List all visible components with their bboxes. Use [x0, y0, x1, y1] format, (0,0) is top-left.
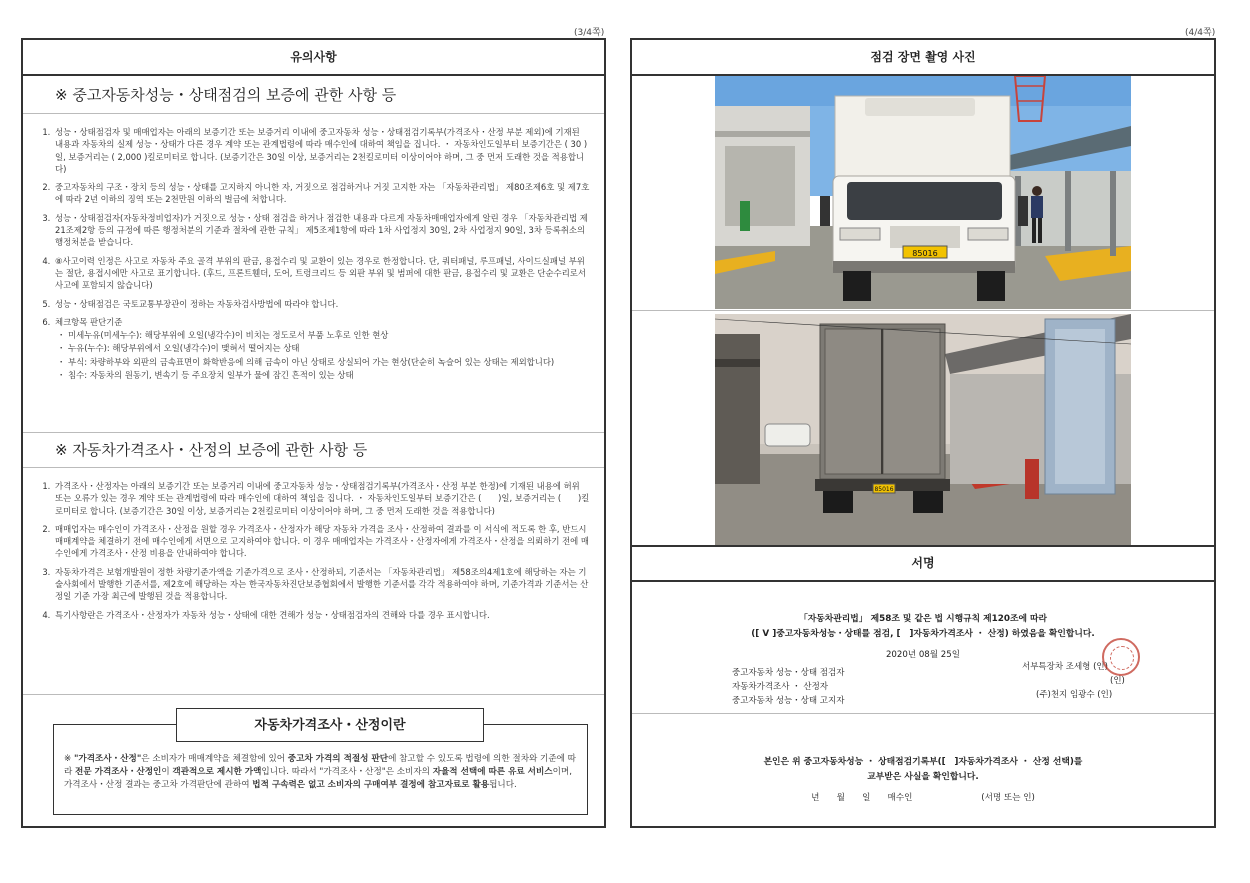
signature-row-notifier	[732, 688, 1154, 707]
criteria-item: ・ 침수: 자동차의 원동기, 변속기 등 주요장치 일부가 물에 잠긴 흔적이 있는 상태	[57, 370, 354, 381]
notice-text-bold: 법적 구속력은 없고 소비자의 구매여부 결정에 참고자료로 활용	[252, 780, 490, 790]
signature-date: 2020년 08월 25일	[885, 650, 961, 660]
criteria-item: ・ 누유(누수): 해당부위에서 오일(냉각수)이 맺혀서 떨어지는 상태	[57, 343, 300, 354]
price-section-title: ※ 자동차가격조사・산정의 보증에 관한 사항 등	[23, 432, 604, 468]
front-plate-text: 85016	[912, 249, 938, 258]
receipt-line1: 본인은 위 중고자동차성능 ・ 상태점검기록부([ ]자동차가격조사 ・ 산정 선택)를	[763, 757, 1083, 767]
notifier-value: (주)천지 임광수 (인)	[1036, 690, 1113, 700]
inspection-photo-rear	[715, 314, 1131, 545]
photo-header: 점검 장면 촬영 사진	[632, 40, 1214, 76]
inspector-value: 서부특장차 조세형 (인)	[1022, 662, 1108, 672]
price-list	[23, 480, 604, 627]
warranty-item: 5. 성능・상태점검은 국토교통부장관이 정하는 자동차검사방법에 따라야 합니다.	[53, 298, 590, 310]
criteria-label: 체크항목 판단기준	[55, 316, 123, 327]
signature-law-line1: 「자동차관리법」 제58조 및 같은 법 시행규칙 제120조에 따라	[798, 614, 1048, 624]
photo-panel	[630, 38, 1216, 548]
signature-panel	[630, 545, 1216, 828]
appraiser-value: (인)	[1110, 676, 1125, 686]
buyer-sign-line: 년 월 일 매수인 (서명 또는 인)	[811, 793, 1035, 803]
warranty-item: 3. 성능・상태점검자(자동차정비업자)가 거짓으로 성능・상태 점검을 하거나 점검한 내용과 다르게 자동차매매업자에게 알린 경우 「자동차관리법 제21조제2항 등의 규정에 따른 행정처분의 기준과 절차에 관한 규칙」 제5조제1항에 따라 1차 사업정지 30일, 2차 사업정지 90일, 3차 등록취소의 행정처분을 받습니다.	[53, 212, 590, 249]
warranty-section-title: ※ 중고자동차성능・상태점검의 보증에 관한 사항 등	[23, 76, 604, 114]
inspector-label: 중고자동차 성능・상태 점검자	[732, 668, 845, 678]
price-item: 1. 가격조사・산정자는 아래의 보증기간 또는 보증거리 이내에 중고자동차 성능・상태점검기록부(가격조사・산정 부분 한정)에 기재된 내용에 허위 또는 오류가 있는 경우 계약 또는 관계법령에 따라 매수인에 대하여 책임을 집니다. ・ 자동차인도일부터 보증기간은 ( )일, 보증거리는 ( )킬로미터로 합니다. (보증기간은 30일 이상, 보증거리는 2천킬로미터 이상이어야 하며, 그 중 먼저 도래한 것을 적용합니다)	[53, 480, 590, 517]
signature-law-line2: ([ V ]중고자동차성능・상태를 점검, [ ]자동차가격조사 ・ 산정) 하였음을 확인합니다.	[751, 629, 1095, 639]
notice-text-part: 이	[161, 767, 173, 777]
rear-plate-text: 85016	[874, 486, 894, 493]
notice-panel	[21, 38, 606, 828]
notice-text-bold: 자율적 선택에 따른 유료 서비스	[432, 767, 553, 777]
notice-text-part: 됩니다.	[489, 780, 517, 790]
price-item: 3. 자동차가격은 보험개발원이 정한 차량기준가액을 기준가격으로 조사・산정하되, 기준서는 「자동차관리법」 제58조의4제1호에 해당하는 자는 기술사회에서 발행한 기준서를, 제2호에 해당하는 자는 한국자동차진단보증협회에서 발행한 기준서를 각각 적용하여야 하며, 기준가격과 기준서는 산정일 기준 가장 최근에 발행된 것을 적용합니다.	[53, 566, 590, 603]
notice-text-part: ※	[64, 754, 74, 764]
notice-text-bold: 전문 가격조사・산정인	[75, 767, 162, 777]
inspection-photo-front	[715, 76, 1131, 309]
receipt-line2: 교부받은 사실을 확인합니다.	[867, 772, 979, 782]
appraiser-label: 자동차가격조사 ・ 산정자	[732, 682, 829, 692]
warranty-list	[23, 126, 604, 381]
price-notice-text	[64, 753, 577, 792]
warranty-item: 2. 중고자동차의 구조・장치 등의 성능・상태를 고지하지 아니한 자, 거짓으로 점검하거나 거짓 고지한 자는 「자동차관리법」 제80조제6호 및 제7호에 따라 2년 이하의 징역 또는 2천만원 이하의 벌금에 처합니다.	[53, 181, 590, 206]
truck-front-image	[715, 76, 1131, 309]
warranty-item: 1. 성능・상태점검자 및 매매업자는 아래의 보증기간 또는 보증거리 이내에 중고자동차 성능・상태점검기록부(가격조사・산정 부분 제외)에 기재된 내용과 자동차의 실제 성능・상태가 다른 경우 계약 또는 관계법령에 따라 매수인에 대하여 책임을 집니다. ・ 자동차인도일부터 보증기간은 ( 30 )일, 보증거리는 ( 2,000 )킬로미터로 합니다. (보증기간은 30일 이상, 보증거리는 2천킬로미터 이상이어야 하며, 그 중 먼저 도래한 것을 적용합니다)	[53, 126, 590, 175]
notice-text-part: 은 소비자가 매매계약을 체결함에 있어	[141, 754, 288, 764]
page-number-left: (3/4쪽)	[574, 28, 605, 38]
notice-text-bold: "가격조사・산정"	[73, 754, 142, 764]
section-divider	[23, 694, 604, 695]
criteria-item: ・ 미세누유(미세누수): 해당부위에 오일(냉각수)이 비치는 정도로서 부품 노후로 인한 현상	[57, 330, 389, 341]
warranty-item: 4. ⑧사고이력 인정은 사고로 자동차 주요 골격 부위의 판금, 용접수리 및 교환이 있는 경우로 한정합니다. 단, 쿼터패널, 루프패널, 사이드실패널 부위는 절단, 용접시에만 사고로 표기합니다. (후드, 프론트휀더, 도어, 트렁크리드 등 외판 부위 및 범퍼에 대한 판금, 용접수리 및 교환은 단순수리로서 사고에 포함되지 않습니다)	[53, 255, 590, 292]
notice-text-bold: 중고차 가격의 적절성 판단	[287, 754, 389, 764]
price-notice-title: 자동차가격조사・산정이란	[176, 708, 484, 742]
notice-header: 유의사항	[23, 40, 604, 76]
notice-text-bold: 객관적으로 제시한 가액	[172, 767, 262, 777]
price-item: 2. 매매업자는 매수인이 가격조사・산정을 원할 경우 가격조사・산정자가 해당 자동차 가격을 조사・산정하여 결과를 이 서식에 적도록 한 후, 반드시 매매계약을 체결하기 전에 매수인에게 서면으로 고지하여야 합니다. 이 경우 매매업자는 가격조사・산정자에게 가격조사・산정을 의뢰하기 전에 매수인에게 가격조사・산정 비용을 안내하여야 합니다.	[53, 523, 590, 560]
signature-divider	[632, 713, 1214, 714]
notice-text-part: 입니다. 따라서 "가격조사・산정"은 소비자의	[261, 767, 433, 777]
criteria-item: ・ 부식: 차량하부와 외판의 금속표면이 화학반응에 의해 금속이 아닌 상태로 상실되어 가는 현상(단순히 녹슬어 있는 상태는 제외합니다)	[57, 356, 555, 367]
notice-text-part: 에 참고할 수 있도록 법령에 의한 절차와 기준에 따라	[64, 754, 576, 777]
signature-header: 서명	[632, 547, 1214, 582]
photo-divider	[632, 310, 1214, 311]
price-item: 4. 특기사항란은 가격조사・산정자가 자동차 성능・상태에 대한 견해가 성능・상태점검자의 견해와 다를 경우 표시합니다.	[53, 609, 590, 621]
notice-text-part: 이며, 가격조사・산정 결과는 중고차 가격판단에 관하여	[64, 767, 572, 790]
notifier-label: 중고자동차 성능・상태 고지자	[732, 696, 845, 706]
warranty-item-criteria	[53, 316, 590, 381]
truck-rear-image	[715, 314, 1131, 545]
page-number-right: (4/4쪽)	[1185, 28, 1216, 38]
criteria-list	[55, 329, 590, 381]
official-seal	[1102, 638, 1140, 676]
